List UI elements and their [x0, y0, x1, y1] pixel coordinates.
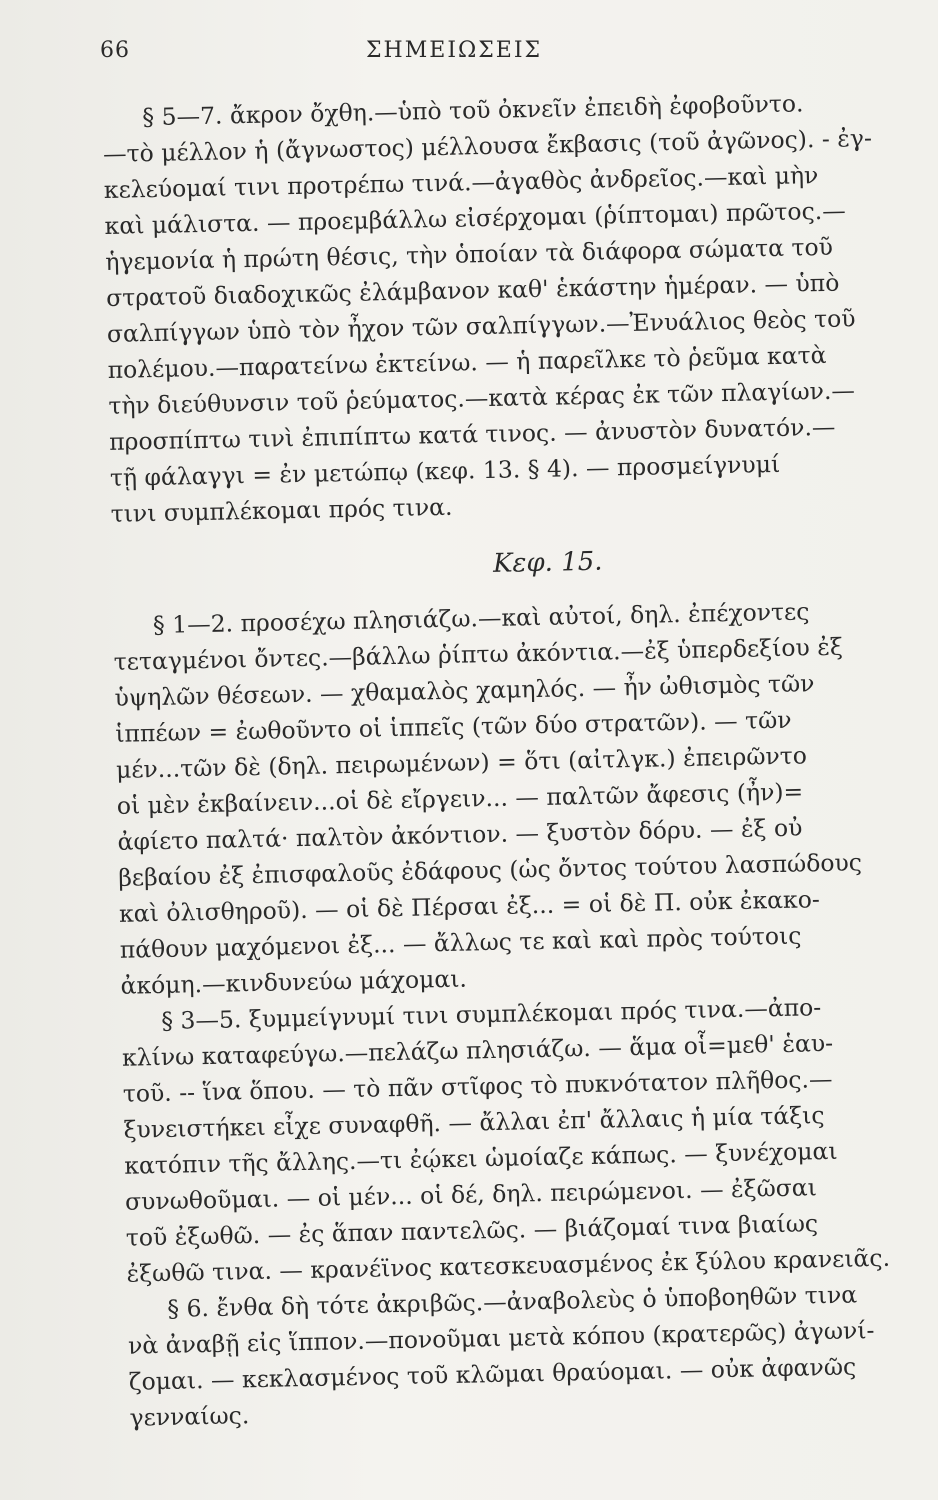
text-line: καὶ μάλιστα. — προεμβάλλω εἰσέρχομαι (ῥίπτομαι) πρῶτος.—	[104, 196, 846, 240]
text-line: τοῦ ἐξωθῶ. — ἐς ἅπαν παντελῶς. — βιάζομαί τινα βιαίως	[125, 1209, 819, 1252]
text-line: § 1—2. προσέχω πλησιάζω.—καὶ αὐτοί, δηλ. ἐπέχοντες	[152, 597, 810, 640]
text-line: § 3—5. ξυμμείγνυμί τινι συμπλέκομαι πρός τινα.—ἀπο-	[161, 993, 822, 1035]
text-line: τὴν διεύθυνσιν τοῦ ῥεύματος.—κατὰ κέρας ἐκ τῶν πλαγίων.—	[108, 376, 856, 420]
page-header	[100, 38, 880, 78]
text-line: κλίνω καταφεύγω.—πελάζω πλησιάζω. — ἅμα οἷ=μεθ' ἑαυ-	[121, 1028, 834, 1072]
text-line: ἐξωθῶ τινα. — κρανέϊνος κατεσκευασμένος ἐκ ξύλου κρανειᾶς.	[126, 1243, 891, 1288]
text-line: νὰ ἀναβῇ εἰς ἵππον.—πονοῦμαι μετὰ κόπου (κρατερῶς) ἀγωνί-	[127, 1316, 875, 1360]
text-line: τοῦ. -- ἵνα ὅπου. — τὸ πᾶν στῖφος τὸ πυκνότατον πλῆθος.—	[122, 1064, 833, 1108]
text-line: βεβαίου ἐξ ἐπισφαλοῦς ἐδάφους (ὡς ὄντος τούτου λασπώδους	[118, 848, 863, 892]
text-line: ἀκόμη.—κινδυνεύω μάχομαι.	[120, 964, 468, 1000]
text-line: σαλπίγγων ὑπὸ τὸν ἦχον τῶν σαλπίγγων.—Ἐνυάλιος θεὸς τοῦ	[106, 304, 856, 348]
text-line: κελεύομαί τινι προτρέπω τινά.—ἀγαθὸς ἀνδρεῖος.—καὶ μὴν	[103, 161, 819, 204]
text-line: κατόπιν τῆς ἄλλης.—τι ἐῴκει ὡμοίαζε κάπως. — ξυνέχομαι	[124, 1136, 838, 1180]
text-line: στρατοῦ διαδοχικῶς ἐλάμβανον καθ' ἑκάστην ἡμέραν. — ὑπὸ	[105, 268, 840, 312]
text-line: πάθουν μαχόμενοι ἐξ... — ἄλλως τε καὶ καὶ πρὸς τούτοις	[119, 921, 802, 964]
notes-section-5-7	[102, 83, 923, 532]
chapter-heading: Κεφ. 15.	[492, 546, 603, 579]
text-line: ἀφίετο παλτά· παλτὸν ἀκόντιον. — ξυστὸν δόρυ. — ἐξ οὐ	[117, 813, 803, 856]
text-line: ἡγεμονία ἡ πρώτη θέσις, τὴν ὁποίαν τὰ διάφορα σώματα τοῦ	[105, 232, 834, 276]
text-line: τεταγμένοι ὄντες.—βάλλω ῥίπτω ἀκόντια.—ἐξ ὑπερδεξίου ἐξ	[113, 632, 844, 676]
text-line: προσπίπτω τινὶ ἐπιπίπτω κατά τινος. — ἀνυστὸν δυνατόν.—	[108, 412, 836, 456]
text-line: ξυνειστήκει εἶχε συναφθῆ. — ἄλλαι ἐπ' ἄλλαις ἡ μία τάξις	[123, 1101, 825, 1144]
text-line: ἱππέων = ἐωθοῦντο οἱ ἱππεῖς (τῶν δύο στρατῶν). — τῶν	[114, 705, 792, 748]
text-line: γενναίως.	[129, 1401, 250, 1432]
text-line: συνωθοῦμαι. — οἱ μέν... οἱ δέ, δηλ. πειρώμενοι. — ἐξῶσαι	[124, 1173, 818, 1216]
text-line: μέν...τῶν δὲ (δηλ. πειρωμένων) = ὅτι (αἰτλγκ.) ἐπειρῶντο	[115, 741, 808, 784]
text-line: ὑψηλῶν θέσεων. — χθαμαλὸς χαμηλός. — ἦν ὠθισμὸς τῶν	[114, 669, 815, 712]
text-line: τῇ φάλαγγι = ἐν μετώπῳ (κεφ. 13. § 4). — προσμείγνυμί	[109, 449, 781, 492]
text-line: § 6. ἔνθα δὴ τότε ἀκριβῶς.—ἀναβολεὺς ὁ ὑποβοηθῶν τινα	[167, 1280, 858, 1323]
text-line: τινι συμπλέκομαι πρός τινα.	[110, 492, 453, 528]
text-line: καὶ ὀλισθηροῦ). — οἱ δὲ Πέρσαι ἐξ... = οἱ δὲ Π. οὐκ ἐκακο-	[118, 885, 821, 928]
page-body	[102, 83, 938, 1436]
notes-section-1-2	[113, 591, 933, 1004]
text-line: § 5—7. ἄκρον ὄχθη.—ὑπὸ τοῦ ὀκνεῖν ἐπειδὴ ἐφοβοῦντο.	[142, 89, 804, 132]
notes-section-3-5	[121, 987, 938, 1292]
text-line: ζομαι. — κεκλασμένος τοῦ κλῶμαι θραύομαι. — οὐκ ἀφανῶς	[128, 1352, 857, 1396]
text-line: οἱ μὲν ἐκβαίνειν...οἱ δὲ εἴργειν... — παλτῶν ἄφεσις (ἦν)=	[116, 777, 804, 820]
page-number: 66	[100, 38, 130, 63]
notes-section-6	[127, 1275, 938, 1436]
running-title: ΣΗΜΕΙΩΣΕΙΣ	[366, 38, 543, 63]
text-line: πολέμου.—παρατείνω ἐκτείνω. — ἡ παρεῖλκε τὸ ῥεῦμα κατὰ	[107, 340, 827, 384]
text-line: —τὸ μέλλον ἡ (ἄγνωστος) μέλλουσα ἔκβασις (τοῦ ἀγῶνος). - ἐγ-	[102, 123, 873, 168]
